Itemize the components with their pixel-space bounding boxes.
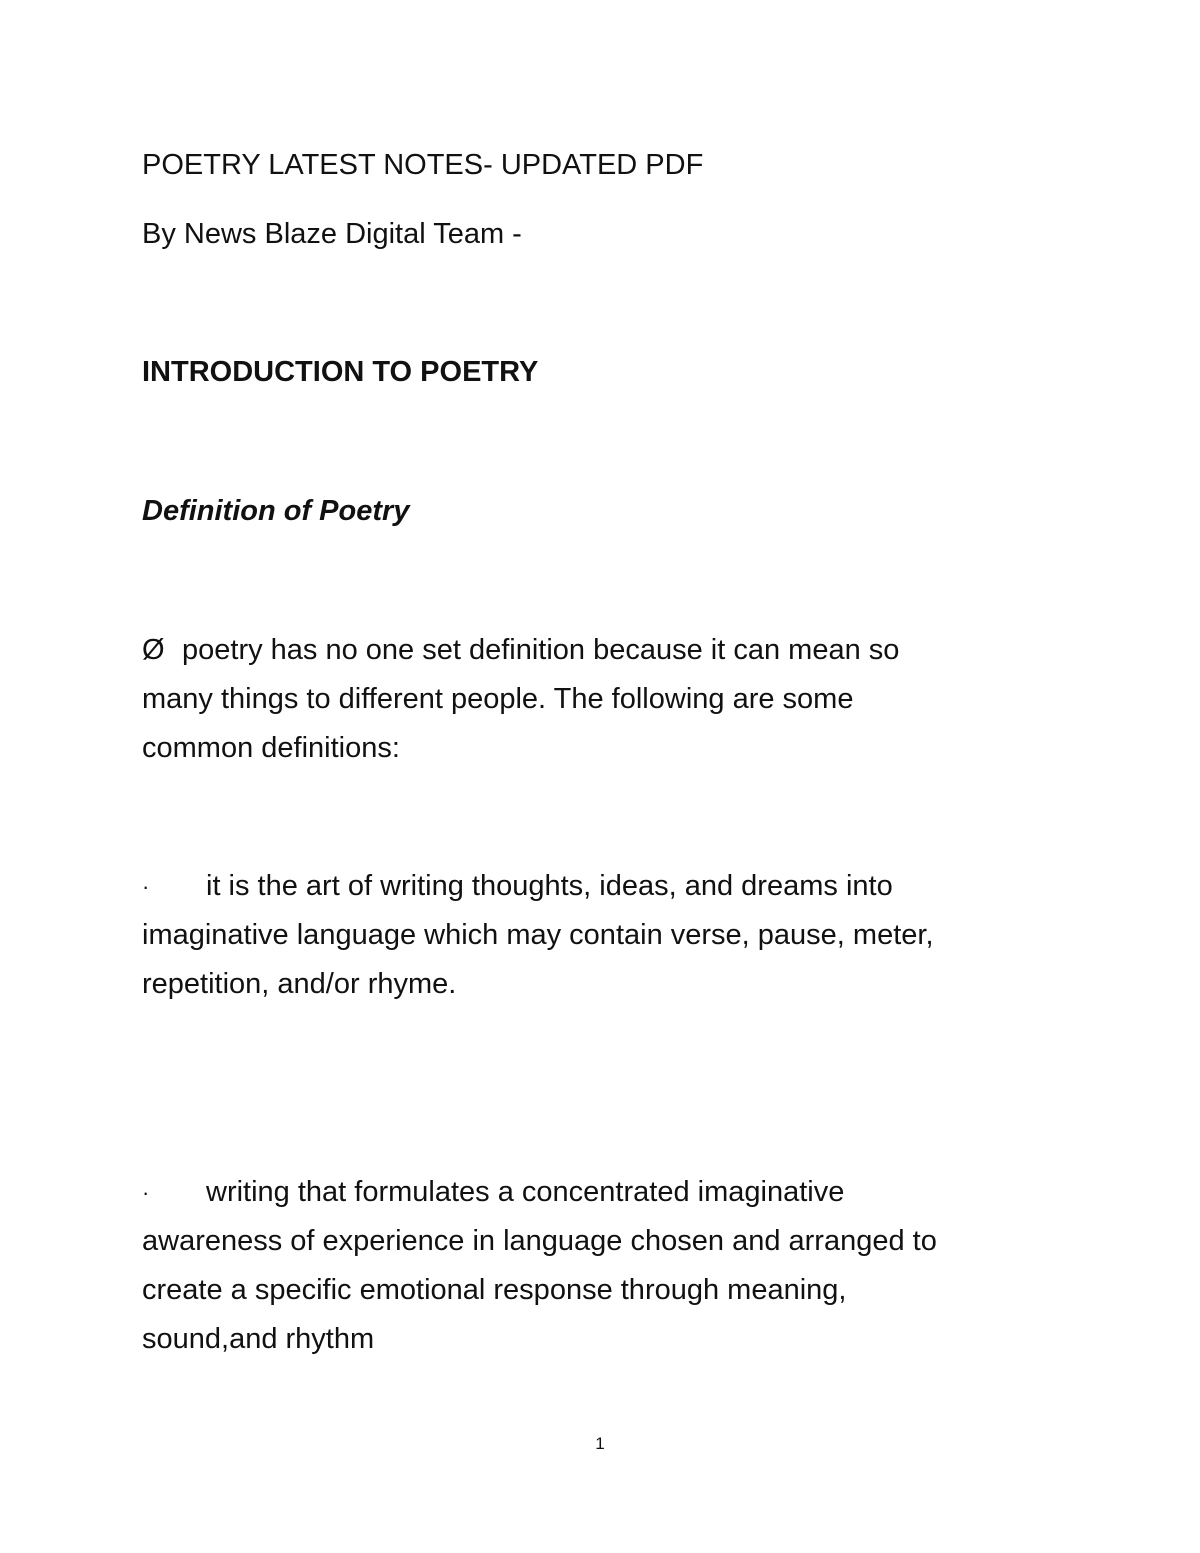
bullet-line: sound,and rhythm xyxy=(142,1323,375,1355)
bullet-icon: · xyxy=(142,874,150,899)
intro-paragraph xyxy=(142,626,1042,773)
bullet-line: imaginative language which may contain verse, pause, meter, xyxy=(142,919,934,951)
bullet-line: create a specific emotional response through meaning, xyxy=(142,1274,847,1306)
intro-line: many things to different people. The following are some xyxy=(142,683,854,715)
bullet-line: · writing that formulates a concentrated imaginative xyxy=(142,1168,1042,1217)
bullet-line: repetition, and/or rhyme. xyxy=(142,968,457,1000)
section-heading: INTRODUCTION TO POETRY xyxy=(142,356,539,388)
page-number: 1 xyxy=(595,1434,605,1453)
bullet-line: awareness of experience in language chosen and arranged to xyxy=(142,1225,937,1257)
bullet-line: · it is the art of writing thoughts, ideas, and dreams into xyxy=(142,862,1042,911)
bullet-item xyxy=(142,862,1042,1009)
byline: By News Blaze Digital Team - xyxy=(142,218,522,250)
list-marker: Ø xyxy=(142,634,165,666)
document-title: POETRY LATEST NOTES- UPDATED PDF xyxy=(142,149,704,181)
bullet-icon: · xyxy=(142,1180,150,1205)
bullet-item xyxy=(142,1168,1042,1364)
intro-line: common definitions: xyxy=(142,732,400,764)
intro-line: Ø poetry has no one set definition because it can mean so xyxy=(142,626,1042,675)
subheading: Definition of Poetry xyxy=(142,495,410,527)
